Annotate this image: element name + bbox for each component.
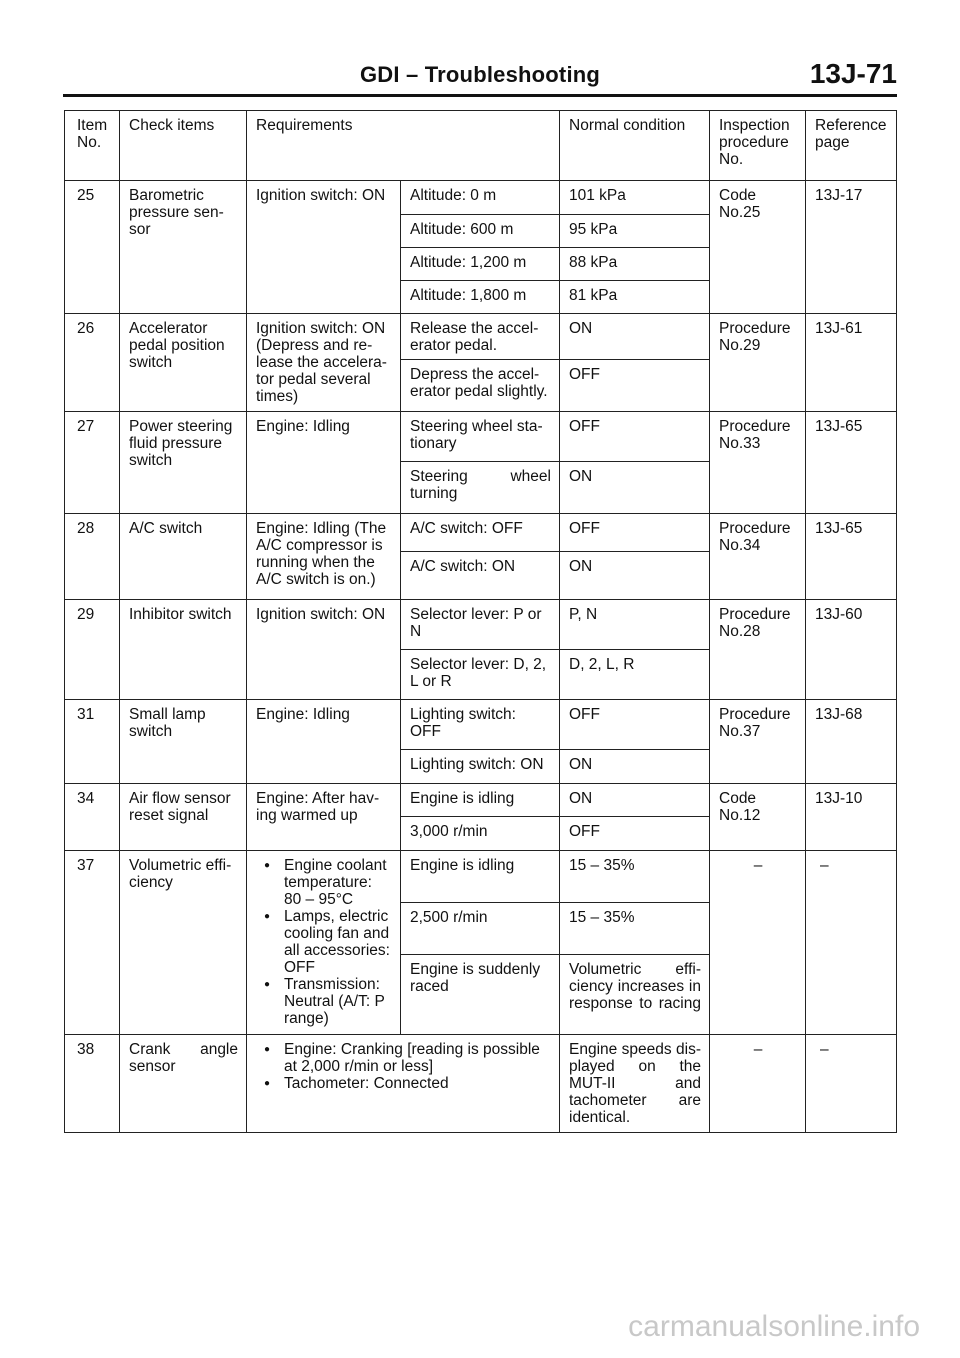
table-row xyxy=(65,314,897,360)
normal-cell: ON xyxy=(560,784,710,817)
procedure-cell: – xyxy=(710,1035,806,1133)
condition-cell: Steering wheel turning xyxy=(401,462,560,514)
item-no: 31 xyxy=(65,700,120,784)
condition-cell: Engine is suddenly raced xyxy=(401,955,560,1035)
condition-cell: Lighting switch: OFF xyxy=(401,700,560,750)
item-no: 37 xyxy=(65,851,120,1035)
normal-cell: ON xyxy=(560,552,710,600)
condition-cell: 3,000 r/min xyxy=(401,817,560,851)
condition-cell: A/C switch: ON xyxy=(401,552,560,600)
reference-cell: 13J-68 xyxy=(806,700,897,784)
requirement-bullet: ● Engine: Cranking [reading is possible at 2,000 r/min or less] xyxy=(256,1041,551,1075)
normal-cell: 15 – 35% xyxy=(560,851,710,903)
normal-cell: 15 – 35% xyxy=(560,903,710,955)
procedure-cell: – xyxy=(710,851,806,1035)
normal-cell: 101 kPa xyxy=(560,181,710,215)
col-header-inspection-procedure: Inspection procedure No. xyxy=(710,111,806,181)
normal-cell: OFF xyxy=(560,412,710,462)
normal-cell: OFF xyxy=(560,360,710,412)
table-row xyxy=(65,851,897,903)
procedure-cell: Code No.25 xyxy=(710,181,806,314)
watermark: carmanualsonline.info xyxy=(628,1310,920,1343)
page-title: GDI – Troubleshooting xyxy=(359,62,601,87)
condition-cell: Altitude: 1,200 m xyxy=(401,248,560,281)
procedure-cell: Procedure No.33 xyxy=(710,412,806,514)
condition-cell: Altitude: 1,800 m xyxy=(401,281,560,314)
normal-cell: 95 kPa xyxy=(560,215,710,248)
col-header-reference-page: Reference page xyxy=(806,111,897,181)
requirement-bullet: ● Engine coolant temperature: 80 – 95°C xyxy=(256,857,392,908)
normal-cell: OFF xyxy=(560,514,710,552)
item-no: 27 xyxy=(65,412,120,514)
item-no: 38 xyxy=(65,1035,120,1133)
page-header xyxy=(63,58,897,97)
table-row xyxy=(65,412,897,462)
condition-cell: Lighting switch: ON xyxy=(401,750,560,784)
check-item: Crank angle sensor xyxy=(120,1035,247,1133)
table-row xyxy=(65,1035,897,1133)
check-item: Barometric pressure sen- sor xyxy=(120,181,247,314)
requirement: Engine: Idling xyxy=(247,412,401,514)
reference-cell: 13J-65 xyxy=(806,514,897,600)
item-no: 25 xyxy=(65,181,120,314)
requirement-bullet: ● Tachometer: Connected xyxy=(256,1075,551,1092)
reference-cell: 13J-65 xyxy=(806,412,897,514)
check-item: Inhibitor switch xyxy=(120,600,247,700)
normal-cell: OFF xyxy=(560,817,710,851)
condition-cell: Altitude: 0 m xyxy=(401,181,560,215)
check-item: Volumetric effi- ciency xyxy=(120,851,247,1035)
reference-cell: – xyxy=(806,1035,897,1133)
normal-cell: Engine speeds dis- played on the MUT-II and tachometer are identical. xyxy=(560,1035,710,1133)
condition-cell: Engine is idling xyxy=(401,784,560,817)
reference-cell: – xyxy=(806,851,897,1035)
table-row xyxy=(65,514,897,552)
procedure-cell: Procedure No.29 xyxy=(710,314,806,412)
procedure-cell: Procedure No.37 xyxy=(710,700,806,784)
item-no: 34 xyxy=(65,784,120,851)
normal-cell: 88 kPa xyxy=(560,248,710,281)
procedure-cell: Code No.12 xyxy=(710,784,806,851)
check-item: Power steering fluid pressure switch xyxy=(120,412,247,514)
check-item: A/C switch xyxy=(120,514,247,600)
condition-cell: Steering wheel sta- tionary xyxy=(401,412,560,462)
reference-cell: 13J-10 xyxy=(806,784,897,851)
condition-cell: Depress the accel- erator pedal slightly. xyxy=(401,360,560,412)
requirement: Ignition switch: ON xyxy=(247,600,401,700)
col-header-requirements: Requirements xyxy=(247,111,560,181)
col-header-item-no: Item No. xyxy=(65,111,120,181)
requirement xyxy=(247,851,401,1035)
normal-cell: P, N xyxy=(560,600,710,650)
check-item: Air flow sensor reset signal xyxy=(120,784,247,851)
item-no: 26 xyxy=(65,314,120,412)
normal-cell: ON xyxy=(560,750,710,784)
procedure-cell: Procedure No.34 xyxy=(710,514,806,600)
normal-cell: ON xyxy=(560,462,710,514)
condition-cell: Engine is idling xyxy=(401,851,560,903)
normal-cell: D, 2, L, R xyxy=(560,650,710,700)
requirement xyxy=(247,1035,560,1133)
table-row xyxy=(65,784,897,817)
requirement: Ignition switch: ON xyxy=(247,181,401,314)
normal-cell: Volumetric effi- ciency increases in response to racing xyxy=(560,955,710,1035)
item-no: 28 xyxy=(65,514,120,600)
check-item: Small lamp switch xyxy=(120,700,247,784)
condition-cell: Altitude: 600 m xyxy=(401,215,560,248)
normal-cell: ON xyxy=(560,314,710,360)
condition-cell: Selector lever: D, 2, L or R xyxy=(401,650,560,700)
requirement: Engine: After hav- ing warmed up xyxy=(247,784,401,851)
requirement: Ignition switch: ON (Depress and re- lease the accelera- tor pedal several times) xyxy=(247,314,401,412)
reference-cell: 13J-60 xyxy=(806,600,897,700)
col-header-normal-condition: Normal condition xyxy=(560,111,710,181)
normal-cell: 81 kPa xyxy=(560,281,710,314)
condition-cell: Selector lever: P or N xyxy=(401,600,560,650)
reference-cell: 13J-61 xyxy=(806,314,897,412)
page-number: 13J-71 xyxy=(809,58,897,89)
condition-cell: A/C switch: OFF xyxy=(401,514,560,552)
reference-cell: 13J-17 xyxy=(806,181,897,314)
requirement: Engine: Idling xyxy=(247,700,401,784)
procedure-cell: Procedure No.28 xyxy=(710,600,806,700)
requirement-bullet: ● Lamps, electric cooling fan and all accessories: OFF xyxy=(256,908,392,976)
table-row xyxy=(65,700,897,750)
normal-cell: OFF xyxy=(560,700,710,750)
table-row xyxy=(65,181,897,215)
col-header-check-items: Check items xyxy=(120,111,247,181)
table-header-row xyxy=(65,111,897,181)
condition-cell: 2,500 r/min xyxy=(401,903,560,955)
requirement-bullet: ● Transmission: Neutral (A/T: P range) xyxy=(256,976,392,1027)
check-item: Accelerator pedal position switch xyxy=(120,314,247,412)
table-row xyxy=(65,600,897,650)
item-no: 29 xyxy=(65,600,120,700)
requirement: Engine: Idling (The A/C compressor is running when the A/C switch is on.) xyxy=(247,514,401,600)
troubleshooting-table xyxy=(64,110,897,1133)
condition-cell: Release the accel- erator pedal. xyxy=(401,314,560,360)
